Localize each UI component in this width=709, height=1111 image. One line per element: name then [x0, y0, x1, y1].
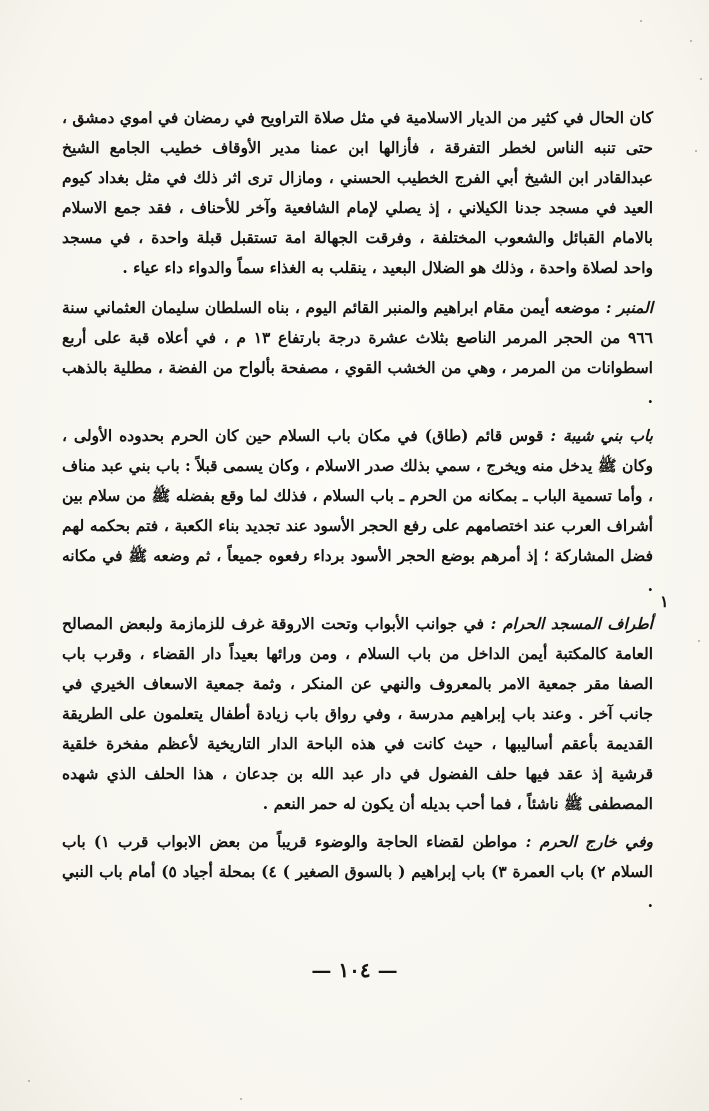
paragraph-heading: وفي خارج الحرم : [525, 832, 653, 851]
paragraph-text: كان الحال في كثير من الديار الاسلامية في مثل صلاة التراويح في رمضان في اموي دمشق ، حتى تنبه الناس لخطر التفرقة ، فأزالها ابن عمنا مدير الأوقاف خطيب الجامع الشيخ عبدالقادر ابن الشيخ أبي الفرج الخطيب الحسني ، ومازال ترى اثر ذلك في مثل بغداد كيوم العيد في مسجد جدنا الكيلاني ، إذ يصلي لإمام الشافعية وآخر للأحناف ، فقد جمع الاسلام بالامام القبائل والشعوب المختلفة ، وفرقت الجهالة امة تستقبل قبلة واحدة ، في مسجد واحد لصلاة واحدة ، وذلك هو الضلال البعيد ، ينقلب به الغذاء سماً والدواء داء عياء . [62, 108, 653, 277]
paragraph-kharij-al-haram [62, 827, 653, 917]
paragraph-atraf-al-masjid [62, 609, 653, 819]
margin-mark: ١ [660, 592, 669, 611]
scan-speck [28, 1080, 30, 1082]
body-text [62, 103, 653, 921]
paragraph-heading: المنبر : [605, 298, 654, 317]
paragraph-taraweeh [62, 103, 653, 283]
paragraph-text: في جوانب الأبواب وتحت الاروقة غرف للزمازمة ولبعض المصالح العامة كالمكتبة أيمن الداخل من باب السلام ، ومن ورائها بعيداً دار القضاء ، وقرب باب الصفا مقر جمعية الامر بالمعروف والنهي عن المنكر ، وثمة جمعية الاسعاف الخيري في جانب آخر . وعند باب إبراهيم مدرسة ، وفي رواق باب زيادة أطفال يتعلمون على الطريقة القديمة بأعقم أساليبها ، حيث كانت في هذه الباحة الدار التاريخية لأعظم مفخرة خلقية قرشية إذ عقد فيها حلف الفضول في دار عبد الله بن جدعان ، هذا الحلف الذي شهده المصطفى ﷺ ناشئاً ، فما أحب بديله أن يكون له حمر النعم . [62, 614, 653, 813]
paragraph-minbar [62, 293, 653, 413]
paragraph-bab-bani-shaiba [62, 421, 653, 601]
paragraph-text: موضعه أيمن مقام ابراهيم والمنبر القائم اليوم ، بناه السلطان سليمان العثماني سنة ٩٦٦ من الحجر المرمر الناصع بثلاث عشرة درجة بارتفاع ١٣ م ، في أعلاه قبة على أربع اسطوانات من المرمر ، وهي من الخشب القوي ، مصفحة بألواح من الفضة ، مطلية بالذهب . [62, 298, 653, 407]
scan-speck [698, 640, 700, 642]
scan-speck [240, 1098, 242, 1100]
scan-speck [640, 20, 642, 22]
paragraph-text: قوس قائم (طاق) في مكان باب السلام حين كان الحرم بحدوده الأولى ، وكان ﷺ يدخل منه ويخرج ، سمي بذلك صدر الاسلام ، وكان يسمى قبلاً : باب بني عبد مناف ، وأما تسمية الباب ـ بمكانه من الحرم ـ باب السلام ، فذلك لما وقع بفضله ﷺ من سلام بين أشراف العرب عند اختصامهم على رفع الحجر الأسود عند تجديد بناء الكعبة ، فتم بحكمه لهم فضل المشاركة ؛ إذ أمرهم بوضع الحجر الأسود برداء رفعوه جميعاً ، ثم وضعه ﷺ في مكانه . [62, 426, 653, 595]
scan-speck [700, 78, 702, 80]
paragraph-heading: أطراف المسجد الحرام : [490, 614, 653, 633]
paragraph-heading: باب بني شيبة : [550, 426, 653, 445]
paragraph-text: مواطن لقضاء الحاجة والوضوء قريباً من بعض الابواب قرب ١) باب السلام ٢) باب العمرة ٣) باب إبراهيم ( بالسوق الصغير ) ٤) بمحلة أجياد ٥) أمام باب النبي . [62, 832, 653, 911]
scan-speck [690, 40, 692, 42]
page-number: — ١٠٤ — [311, 958, 398, 982]
scan-speck [695, 150, 697, 152]
